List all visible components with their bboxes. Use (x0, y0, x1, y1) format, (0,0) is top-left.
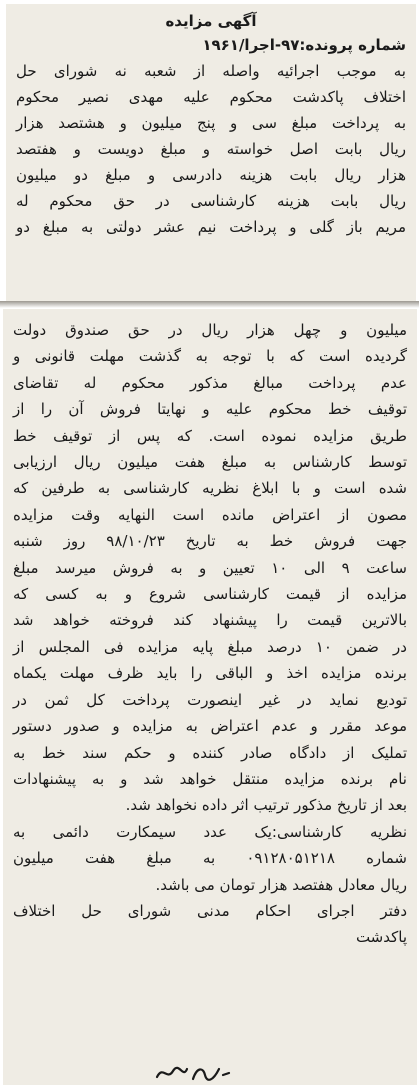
notice-text-line: مریم باز گلی و پرداخت نیم عشر دولتی به مبلغ دو (16, 218, 406, 236)
notice-text-line: برنده مزایده اخذ و الباقی را باید ظرف مهلت یکماه (13, 664, 407, 683)
notice-text-line: مصون از اعتراض مانده است النهایه وقت مزایده (13, 505, 407, 524)
notice-text-line: بعد از تاریخ مذکور ترتیب اثر داده نخواهد شد. (125, 796, 407, 815)
signature-scribble (153, 1061, 233, 1083)
notice-text-line: مزایده از قیمت کارشناسی شروع و به کسی که (13, 585, 407, 604)
notice-text-line: نام برنده مزایده منتقل خواهد شد و به پیشنهادات (13, 769, 407, 788)
notice-clipping-top (6, 4, 416, 304)
notice-text-line: بالاترین قیمت را پیشنهاد کند فروخته خواهد شد (13, 611, 407, 630)
notice-text-line: عدم پرداخت مبالغ مذکور محکوم له تقاضای (13, 373, 407, 392)
notice-text-line: ریال بابت هزینه کارشناسی در حق محکوم له (16, 192, 406, 210)
notice-text-line: توقیف خط محکوم علیه و نهایتا فروش آن را از (13, 400, 407, 419)
notice-text-line: طریق مزایده نموده است. که پس از توقیف خط (13, 426, 407, 445)
notice-text-line: نظریه کارشناسی:یک عدد سیمکارت دائمی به (13, 822, 407, 841)
notice-text-line: دفتر اجرای احکام مدنی شورای حل اختلاف (13, 901, 407, 920)
notice-text-line: هزار ریال بابت هزینه دادرسی و مبلغ دو میلیون (16, 166, 406, 184)
notice-text-line: تملیک از دادگاه صادر کننده و حکم سند خط به (13, 743, 407, 762)
notice-text-line: توسط کارشناس به مبلغ هفت میلیون ریال ارزیابی (13, 453, 407, 472)
notice-text-line: جهت فروش خط به تاریخ ۹۸/۱۰/۲۳ روز شنبه (13, 532, 407, 551)
notice-text-line: در ضمن ۱۰ درصد مبلغ پایه مزایده فی المجلس از (13, 637, 407, 656)
notice-text-line: اختلاف پاکدشت محکوم علیه مهدی نصیر محکوم (16, 88, 406, 106)
notice-text-line: پاکدشت (355, 928, 407, 947)
notice-text-line: ریال معادل هفتصد هزار تومان می باشد. (155, 875, 407, 894)
notice-text-line: میلیون و چهل هزار ریال در حق صندوق دولت (13, 321, 407, 339)
notice-text-line: شده است و با ابلاغ نظریه کارشناسی به طرفین که (13, 479, 407, 498)
notice-text-line: ساعت ۹ الی ۱۰ تعیین و به فروش میرسد مبلغ (13, 558, 407, 577)
notice-text-line: موعد مقرر و عدم اعتراض به مزایده و صدور دستور (13, 717, 407, 736)
notice-text-line: تودیع نماید در غیر اینصورت پرداخت کل ثمن در (13, 690, 407, 709)
notice-text-line: به پرداخت مبلغ سی و پنج میلیون و هشتصد هزار (16, 114, 406, 132)
notice-text-line: شماره ۰۹۱۲۸۰۵۱۲۱۸ به مبلغ هفت میلیون (13, 849, 407, 868)
notice-text-line: گردیده است که با توجه به گذشت مهلت قانونی و (13, 347, 407, 366)
notice-text-line: ریال بابت اصل خواسته و مبلغ دویست و هفتصد (16, 140, 406, 158)
notice-clipping-bottom (3, 309, 417, 1085)
case-number: شماره پرونده:۹۷-اجرا/۱۹۶۱ (202, 36, 406, 54)
notice-title: آگهی مزایده (165, 12, 257, 30)
notice-text-line: به موجب اجرائیه واصله از شعبه نه شورای حل (16, 62, 406, 80)
